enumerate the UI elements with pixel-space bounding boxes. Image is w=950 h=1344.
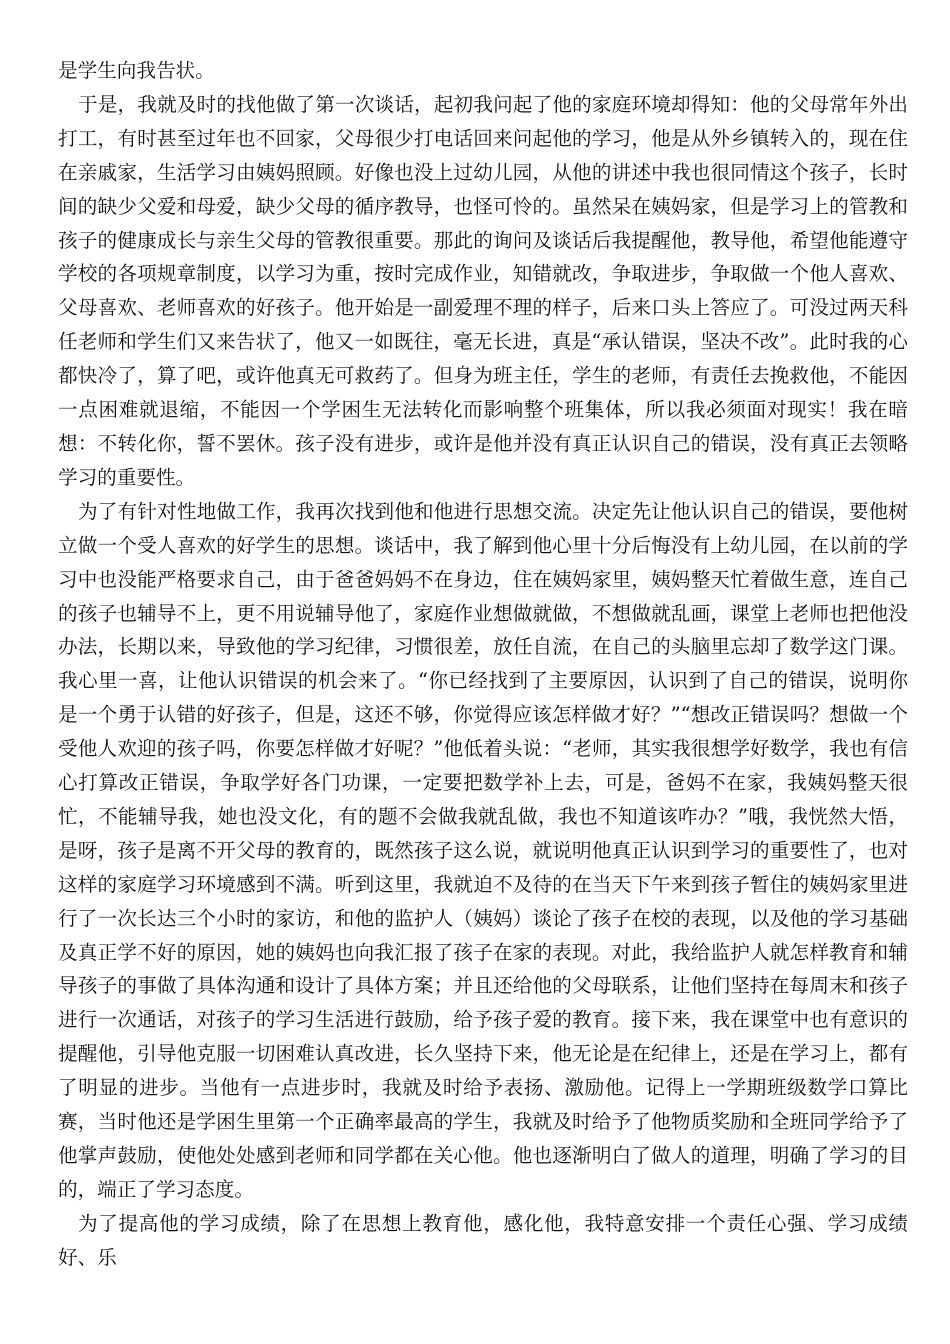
document-page: [58, 54, 908, 1275]
paragraph-improve-grades: 为了提高他的学习成绩，除了在思想上教育他，感化他，我特意安排一个责任心强、学习成绩好、乐: [58, 1211, 908, 1269]
paragraph-second-conversation: 为了有针对性地做工作，我再次找到他和他进行思想交流。决定先让他认识自己的错误，要他树立做一个受人喜欢的好学生的思想。谈话中，我了解到他心里十分后悔没有上幼儿园，在以前的学习中也没能严格要求自己，由于爸爸妈妈不在身边，住在姨妈家里，姨妈整天忙着做生意，连自己的孩子也辅导不上，更不用说辅导他了，家庭作业想做就做，不想做就乱画，课堂上老师也把他没办法，长期以来，导致他的学习纪律，习惯很差，放任自流，在自己的头脑里忘却了数学这门课。我心里一喜，让他认识错误的机会来了。“你已经找到了主要原因，认识到了自己的错误，说明你是一个勇于认错的好孩子，但是，这还不够，你觉得应该怎样做才好？”“想改正错误吗？想做一个受他人欢迎的孩子吗，你要怎样做才好呢？”他低着头说：“老师，其实我很想学好数学，我也有信心打算改正错误，争取学好各门功课，一定要把数学补上去，可是，爸妈不在家，我姨妈整天很忙，不能辅导我，她也没文化，有的题不会做我就乱做，我也不知道该咋办？”哦，我恍然大悟，是呀，孩子是离不开父母的教育的，既然孩子这么说，就说明他真正认识到学习的重要性了，也对这样的家庭学习环境感到不满。听到这里，我就迫不及待的在当天下午来到孩子暂住的姨妈家里进行了一次长达三个小时的家访，和他的监护人（姨妈）谈论了孩子在校的表现，以及他的学习基础及真正学不好的原因，她的姨妈也向我汇报了孩子在家的表现。对此，我给监护人就怎样教育和辅导孩子的事做了具体沟通和设计了具体方案；并且还给他的父母联系，让他们坚持在每周末和孩子进行一次通话，对孩子的学习生活进行鼓励，给予孩子爱的教育。接下来，我在课堂中也有意识的提醒他，引导他克服一切困难认真改进，长久坚持下来，他无论是在纪律上，还是在学习上，都有了明显的进步。当他有一点进步时，我就及时给予表扬、激励他。记得上一学期班级数学口算比赛，当时他还是学困生里第一个正确率最高的学生，我就及时给予了他物质奖励和全班同学给予了他掌声鼓励，使他处处感到老师和同学都在关心他。他也逐渐明白了做人的道理，明确了学习的目的，端正了学习态度。: [58, 499, 908, 1201]
paragraph-first-conversation: 于是，我就及时的找他做了第一次谈话，起初我问起了他的家庭环境却得知：他的父母常年外出打工，有时甚至过年也不回家，父母很少打电话回来问起他的学习，他是从外乡镇转入的，现在住在亲戚家，生活学习由姨妈照顾。好像也没上过幼儿园，从他的讲述中我也很同情这个孩子，长时间的缺少父爱和母爱，缺少父母的循序教导，也怪可怜的。虽然呆在姨妈家，但是学习上的管教和孩子的健康成长与亲生父母的管教很重要。那此的询问及谈话后我提醒他，教导他，希望他能遵守学校的各项规章制度，以学习为重，按时完成作业，知错就改，争取进步，争取做一个他人喜欢、父母喜欢、老师喜欢的好孩子。他开始是一副爱理不理的样子，后来口头上答应了。可没过两天科任老师和学生们又来告状了，他又一如既往，毫无长进，真是“承认错误，坚决不改”。此时我的心都快冷了，算了吧，或许他真无可救药了。但身为班主任，学生的老师，有责任去挽救他，不能因一点困难就退缩，不能因一个学困生无法转化而影响整个班集体，所以我必须面对现实！我在暗想：不转化你，誓不罢休。孩子没有进步，或许是他并没有真正认识自己的错误，没有真正去领略学习的重要性。: [58, 92, 908, 489]
paragraph-opening-fragment: 是学生向我告状。: [58, 59, 215, 82]
